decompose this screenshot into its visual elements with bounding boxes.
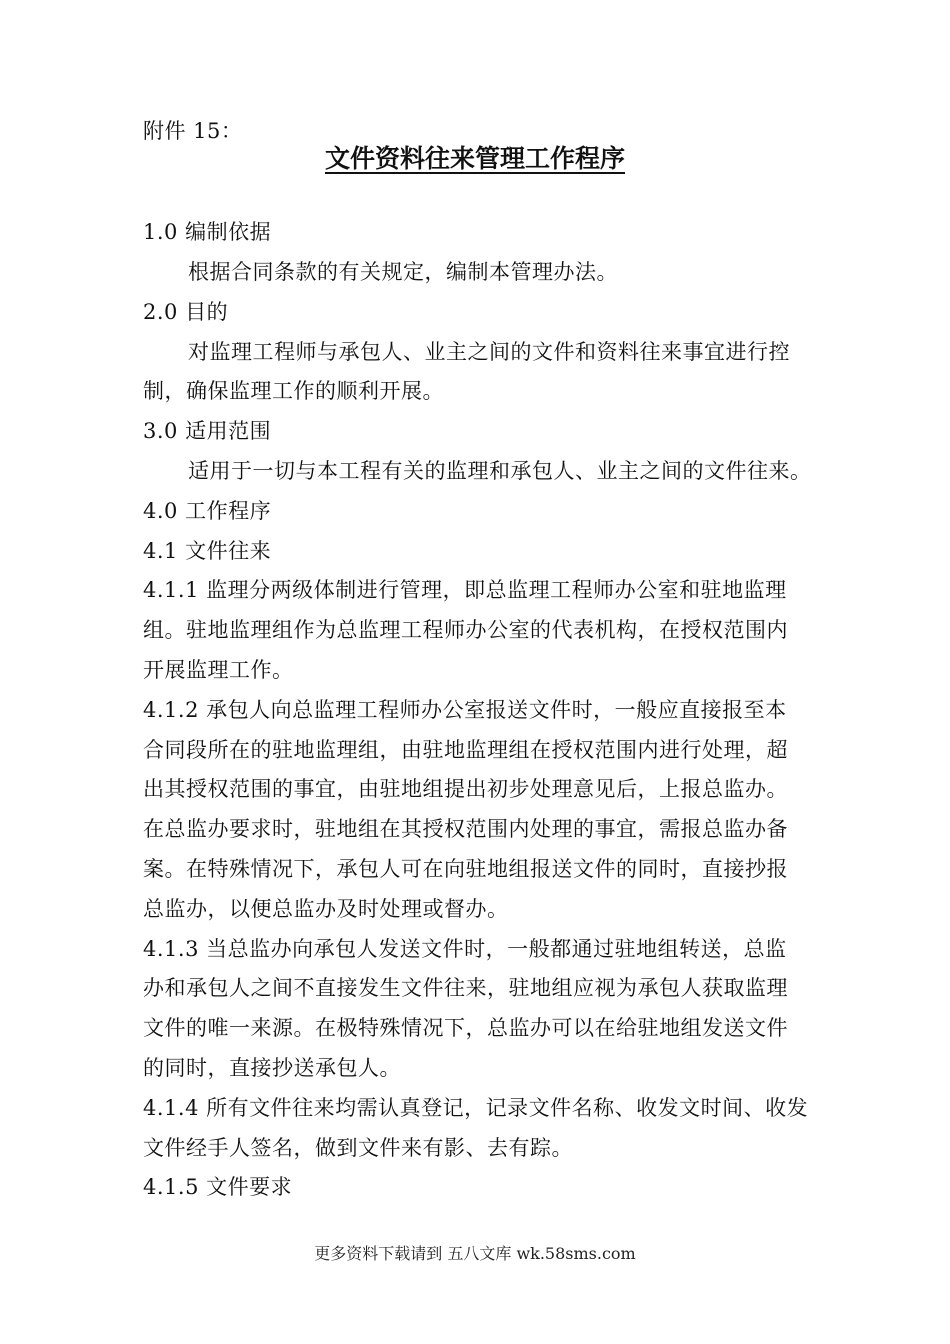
document-title-text: 文件资料往来管理工作程序 bbox=[324, 144, 625, 173]
paragraph-line: 的同时，直接抄送承包人。 bbox=[143, 1056, 401, 1080]
paragraph-line: 对监理工程师与承包人、业主之间的文件和资料往来事宜进行控 bbox=[188, 340, 790, 364]
section-heading-3: 3.0 适用范围 bbox=[143, 419, 272, 443]
paragraph-line: 文件的唯一来源。在极特殊情况下，总监办可以在给驻地组发送文件 bbox=[143, 1016, 788, 1040]
paragraph-line: 4.1.1 监理分两级体制进行管理，即总监理工程师办公室和驻地监理 bbox=[143, 578, 787, 602]
section-heading-4: 4.0 工作程序 bbox=[143, 499, 272, 523]
paragraph-line: 适用于一切与本工程有关的监理和承包人、业主之间的文件往来。 bbox=[188, 459, 812, 483]
paragraph-line: 根据合同条款的有关规定，编制本管理办法。 bbox=[188, 260, 618, 284]
paragraph-line: 出其授权范围的事宜，由驻地组提出初步处理意见后，上报总监办。 bbox=[143, 777, 788, 801]
paragraph-line: 总监办，以便总监办及时处理或督办。 bbox=[143, 897, 509, 921]
document-title bbox=[0, 142, 950, 176]
paragraph-line: 制，确保监理工作的顺利开展。 bbox=[143, 379, 444, 403]
paragraph-line: 组。驻地监理组作为总监理工程师办公室的代表机构，在授权范围内 bbox=[143, 618, 788, 642]
paragraph-line: 案。在特殊情况下，承包人可在向驻地组报送文件的同时，直接抄报 bbox=[143, 857, 788, 881]
paragraph-line: 办和承包人之间不直接发生文件往来，驻地组应视为承包人获取监理 bbox=[143, 976, 788, 1000]
paragraph-line: 4.1.2 承包人向总监理工程师办公室报送文件时，一般应直接报至本 bbox=[143, 698, 787, 722]
footer-text: 更多资料下载请到 五八文库 wk.58sms.com bbox=[314, 1244, 636, 1263]
paragraph-line: 在总监办要求时，驻地组在其授权范围内处理的事宜，需报总监办备 bbox=[143, 817, 788, 841]
section-heading-2: 2.0 目的 bbox=[143, 300, 229, 324]
paragraph-line: 4.1.3 当总监办向承包人发送文件时，一般都通过驻地组转送，总监 bbox=[143, 937, 787, 961]
paragraph-line: 文件经手人签名，做到文件来有影、去有踪。 bbox=[143, 1136, 573, 1160]
subsection-heading: 4.1.5 文件要求 bbox=[143, 1175, 293, 1199]
attachment-label: 附件 15： bbox=[143, 119, 243, 143]
paragraph-line: 合同段所在的驻地监理组，由驻地监理组在授权范围内进行处理，超 bbox=[143, 738, 788, 762]
paragraph-line: 开展监理工作。 bbox=[143, 658, 294, 682]
paragraph-line: 4.1.4 所有文件往来均需认真登记，记录文件名称、收发文时间、收发 bbox=[143, 1096, 809, 1120]
subsection-heading: 4.1 文件往来 bbox=[143, 539, 272, 563]
section-heading-1: 1.0 编制依据 bbox=[143, 220, 272, 244]
